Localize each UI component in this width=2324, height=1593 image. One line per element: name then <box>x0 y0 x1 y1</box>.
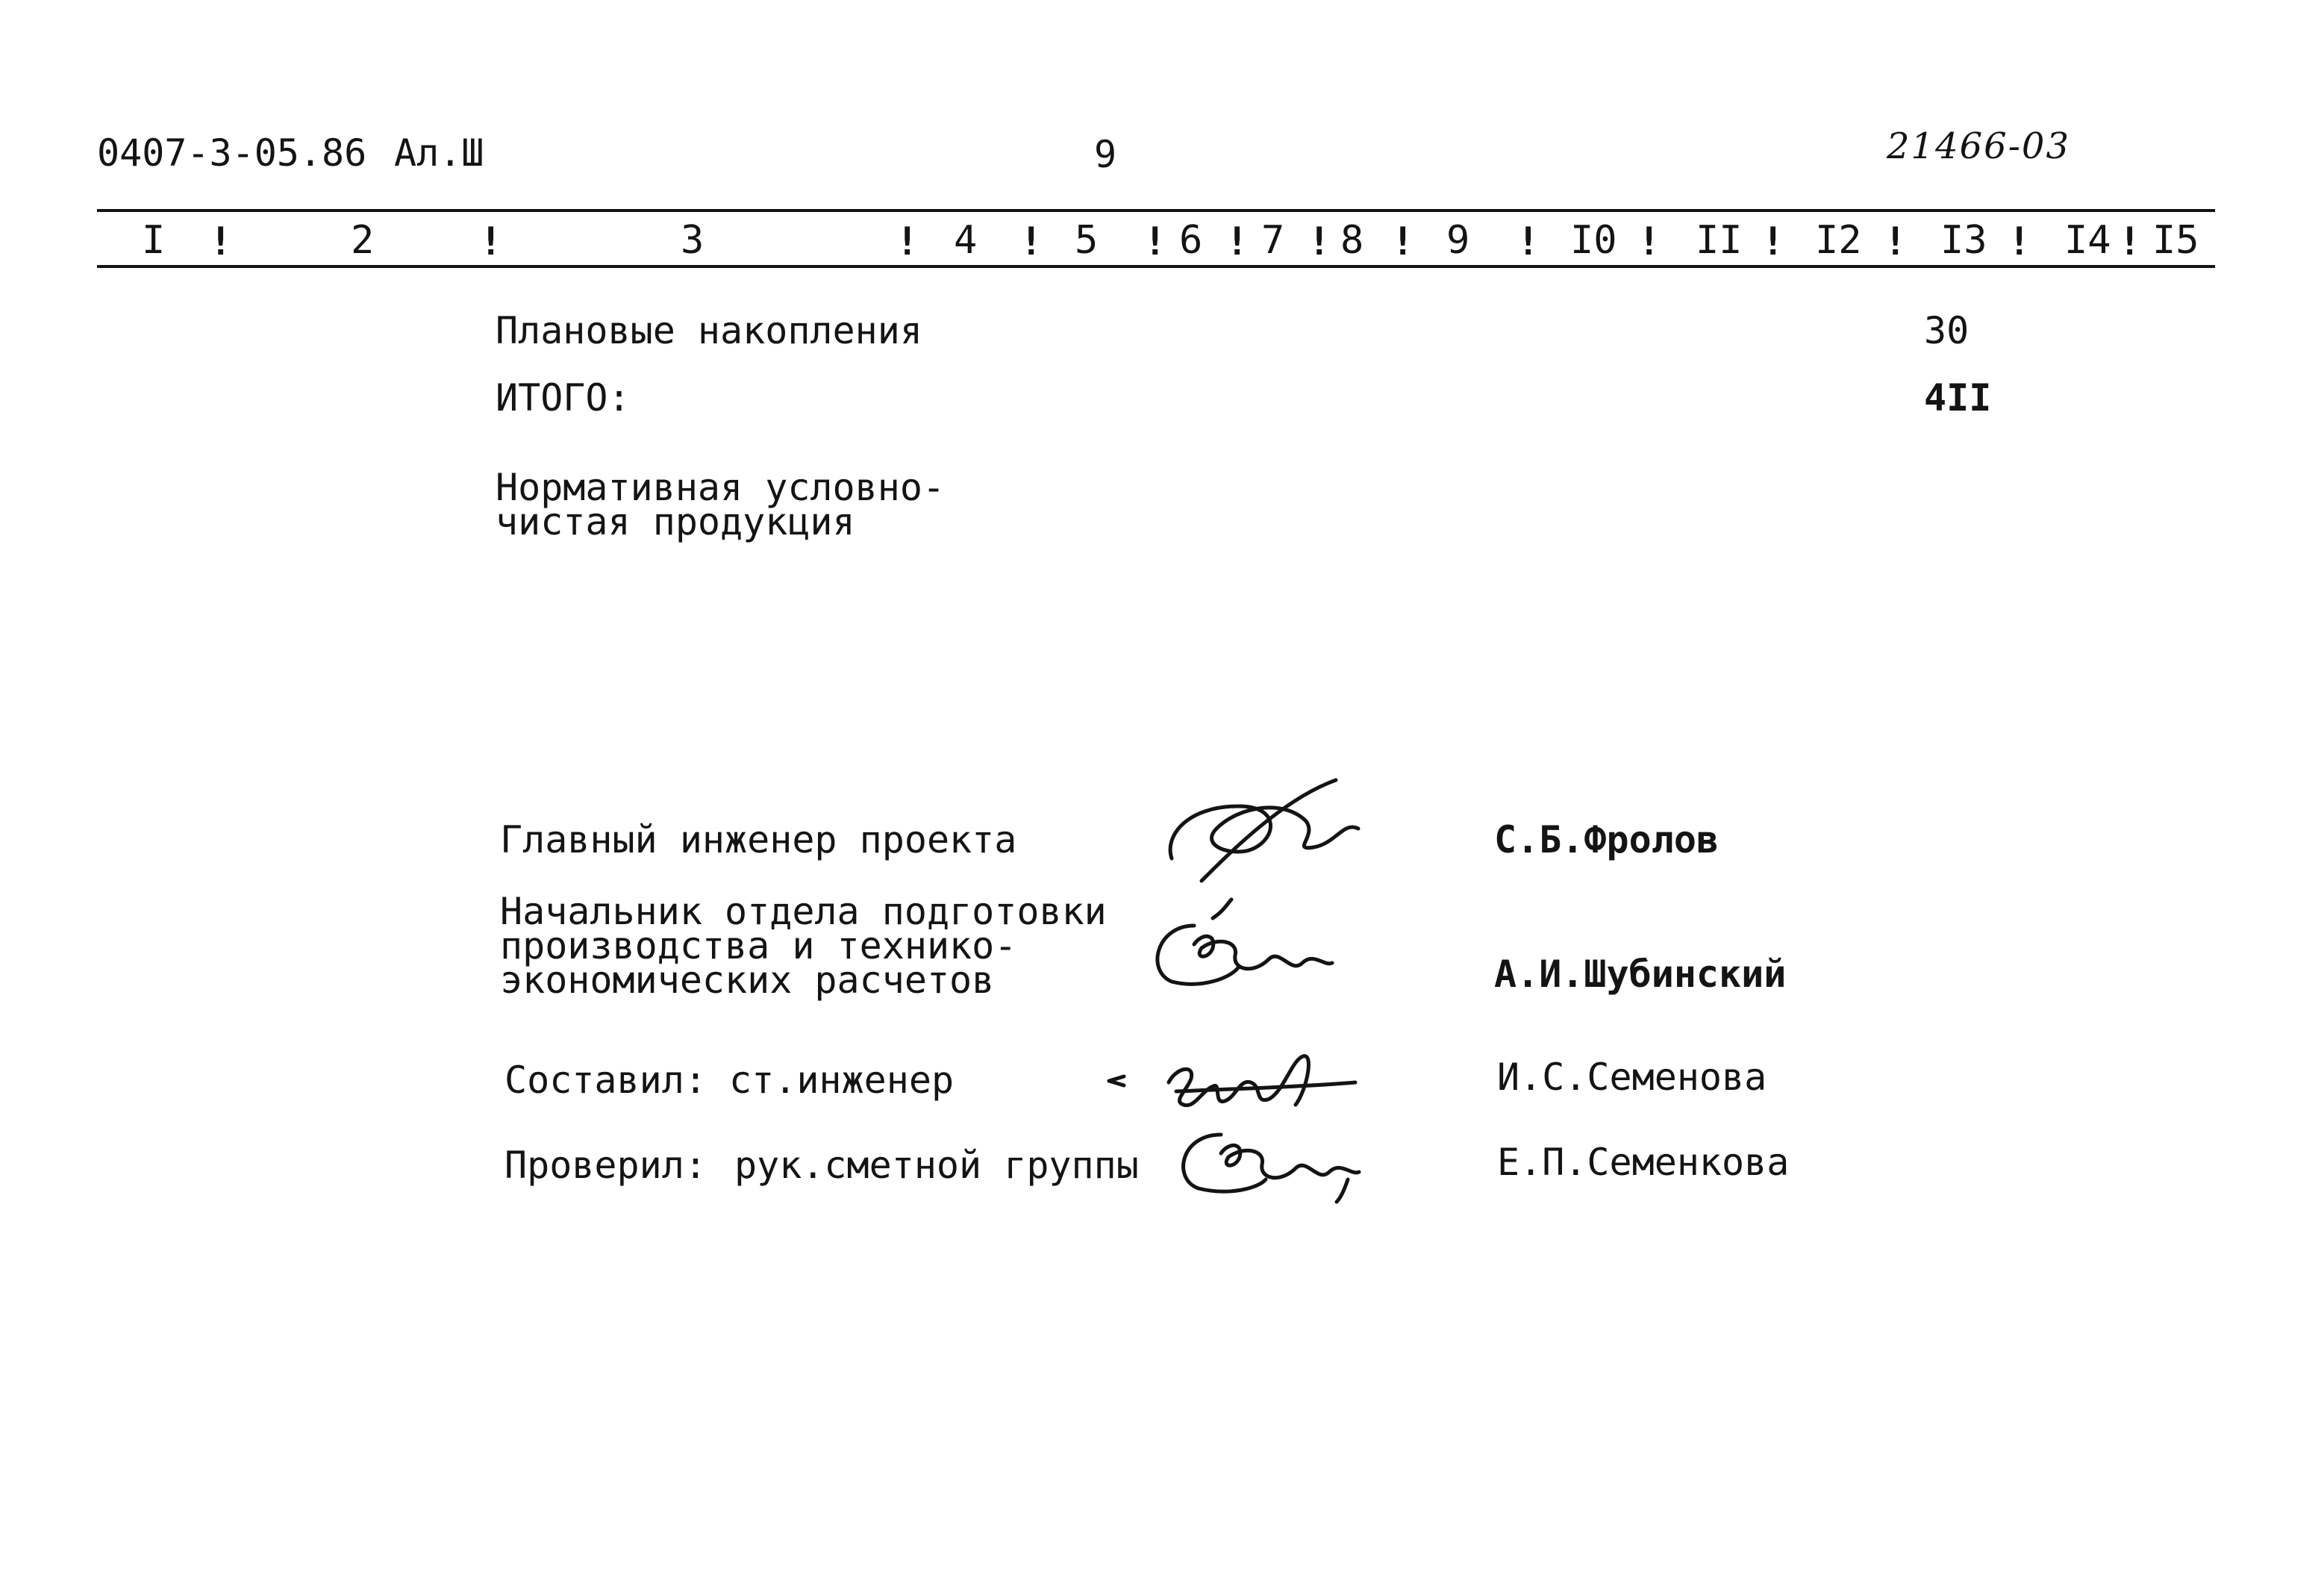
column-number: 2 <box>351 218 375 263</box>
column-separator: ! <box>2008 219 2031 264</box>
column-number: II <box>1696 218 1743 263</box>
handwritten-signature <box>1157 776 1366 888</box>
column-number: I0 <box>1570 218 1617 263</box>
row-value-total: 4II <box>1924 376 1992 420</box>
column-number: 5 <box>1075 218 1099 263</box>
column-number: I3 <box>1940 218 1987 263</box>
column-number: 9 <box>1446 218 1470 263</box>
column-separator: ! <box>1225 219 1249 264</box>
signatory-name-frolov: С.Б.Фролов <box>1494 818 1719 861</box>
column-number: I2 <box>1815 218 1862 263</box>
column-number: 6 <box>1179 218 1203 263</box>
handwritten-signature <box>1142 903 1343 1000</box>
column-separator: ! <box>1019 219 1043 264</box>
signatory-name-semenkova: Е.П.Семенкова <box>1497 1141 1790 1184</box>
column-separator: ! <box>479 219 503 264</box>
column-number: I4 <box>2064 218 2111 263</box>
signatory-name-semenova: И.С.Семенова <box>1497 1056 1767 1099</box>
signatory-position-checked-prefix: Проверил: <box>505 1144 707 1187</box>
row-label-total: ИТОГО: <box>496 376 631 420</box>
signatory-position-head-line1: Начальник отдела подготовки <box>500 890 1107 933</box>
table-top-rule <box>97 209 2215 212</box>
column-separator: ! <box>209 219 233 264</box>
row-value-planned-accumulations: 30 <box>1924 309 1970 352</box>
album-number: Ал.Ш <box>394 131 484 175</box>
column-number: 7 <box>1261 218 1285 263</box>
document-code: 0407-3-05.86 <box>97 131 367 175</box>
signatory-position-checked-by: рук.сметной группы <box>734 1144 1139 1187</box>
signatory-position-chief-engineer: Главный инженер проекта <box>500 818 1017 861</box>
column-number: 4 <box>954 218 978 263</box>
signatory-name-shubinsky: А.И.Шубинский <box>1494 953 1787 996</box>
column-number: 3 <box>681 218 705 263</box>
handwritten-signature <box>1102 1045 1370 1127</box>
signatory-position-head-line3: экономических расчетов <box>500 958 995 1002</box>
handwritten-signature <box>1169 1120 1370 1209</box>
row-label-normative-line1: Нормативная условно- <box>496 466 946 509</box>
column-separator: ! <box>2118 219 2142 264</box>
column-separator: ! <box>1516 219 1540 264</box>
column-separator: ! <box>1143 219 1167 264</box>
column-number: I <box>142 218 166 263</box>
column-separator: ! <box>1884 219 1908 264</box>
column-number: 8 <box>1340 218 1364 263</box>
column-number: I5 <box>2152 218 2199 263</box>
column-separator: ! <box>896 219 919 264</box>
signatory-position-head-line2: производства и технико- <box>500 924 1017 967</box>
column-separator: ! <box>1637 219 1661 264</box>
row-label-planned-accumulations: Плановые накопления <box>496 309 922 352</box>
page-number: 9 <box>1094 133 1117 176</box>
column-separator: ! <box>1761 219 1785 264</box>
column-separator: ! <box>1308 219 1331 264</box>
column-separator: ! <box>1391 219 1415 264</box>
signatory-position-compiled-by: Составил: ст.инженер <box>505 1059 955 1102</box>
row-label-normative-line2: чистая продукция <box>496 500 855 543</box>
inventory-number: 21466-03 <box>1887 125 2070 167</box>
table-bottom-rule <box>97 265 2215 268</box>
